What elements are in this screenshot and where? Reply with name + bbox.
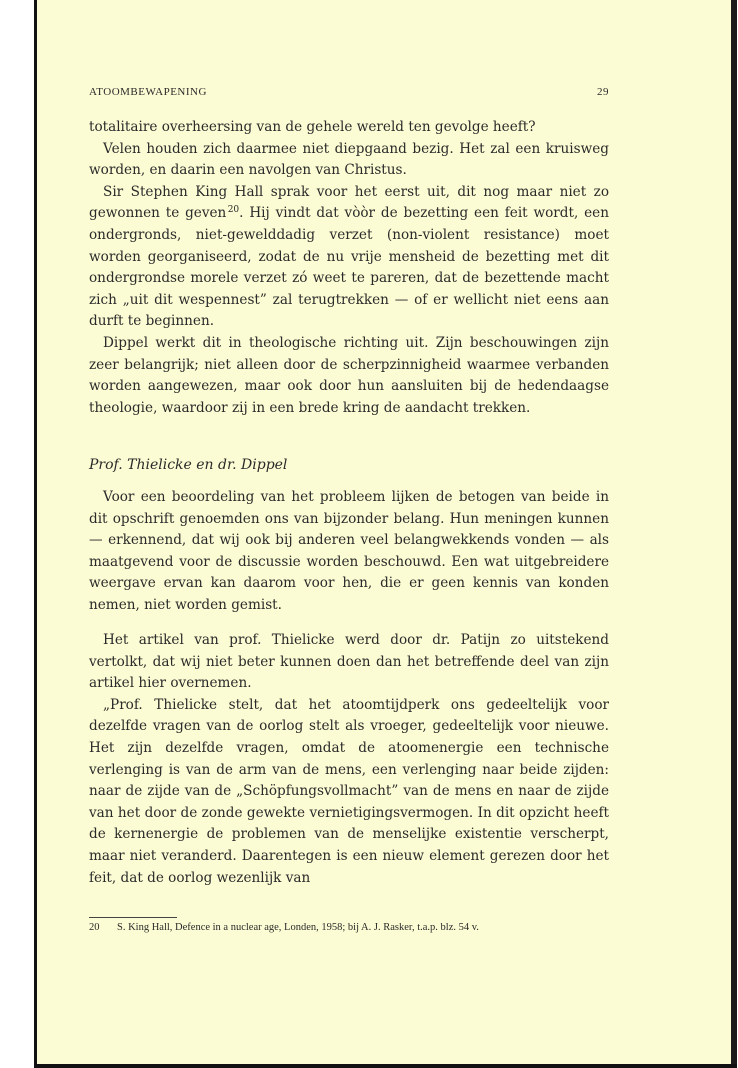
paragraph-text: Sir Stephen King Hall sprak voor het eerst uit, dit nog maar niet zo gewonnen te geven (89, 183, 609, 222)
paragraph-text: . Hij vindt dat vòòr de bezetting een feit wordt, een ondergronds, niet-gewelddadig verzet (non-violent resistance) moet worden georganiseerd, zodat de nu vrije mensheid de bezetting met dit ondergrondse morele verzet zó weet te pareren, dat de bezettende macht zich „uit dit wespennest” zal terugtrekken — of er wellicht niet eens aan durft te beginnen. (89, 205, 609, 330)
section-heading: Prof. Thielicke en dr. Dippel (89, 457, 288, 473)
page-number: 29 (597, 86, 609, 98)
paragraph: totalitaire overheersing van de gehele wereld ten gevolge heeft? (89, 119, 536, 135)
paragraph: Het artikel van prof. Thielicke werd door dr. Patijn zo uitstekend vertolkt, dat wij niet beter kunnen doen dan het betreffende deel van zijn artikel hier overnemen. (89, 632, 609, 692)
scan-border-bottom (34, 1064, 737, 1068)
paragraph: Velen houden zich daarmee niet diepgaand bezig. Het zal een kruisweg worden, en daarin een navolgen van Christus. (89, 140, 609, 179)
paragraph (89, 182, 609, 333)
running-title: ATOOMBEWAPENING (89, 86, 207, 98)
paragraph: Voor een beoordeling van het probleem lijken de betogen van beide in dit opschrift genoemden ons van bijzonder belang. Hun meningen kunnen — erkennend, dat wij ook bij anderen veel belangwekkends vonden — als maatgevend voor de discussie worden beschouwd. Een wat uitgebreidere weergave ervan kan daarom voor hen, die er geen kennis van konden nemen, niet worden gemist. (89, 489, 609, 613)
scan-border-right (731, 0, 737, 1068)
paragraph: „Prof. Thielicke stelt, dat het atoomtijdperk ons gedeeltelijk voor dezelfde vragen van de oorlog stelt als vroeger, gedeeltelijk voor nieuwe. Het zijn dezelfde vragen, omdat de atoomenergie een technische verlenging is van de arm van de mens, een verlenging naar beide zijden: naar de zijde van de „Schöpfungsvollmacht” van de mens en naar de zijde van het door de zonde gewekte vernietigingsvermogen. In dit opzicht heeft de kernenergie de problemen van de menselijke existentie verscherpt, maar niet veranderd. Daarentegen is een nieuw element gerezen door het feit, dat de oorlog wezenlijk van (89, 696, 609, 886)
paragraph: Dippel werkt dit in theologische richting uit. Zijn beschouwingen zijn zeer belangrijk; niet alleen door de scherpzinnigheid waarmee verbanden worden aangewezen, maar ook door hun aansluiten bij de hedendaagse theologie, waardoor zij in een brede kring de aandacht trekken. (89, 334, 609, 416)
body-text-top (89, 117, 609, 419)
running-header (89, 86, 609, 102)
footnote-number: 20 (89, 922, 100, 933)
footnote-text: S. King Hall, Defence in a nuclear age, Londen, 1958; bij A. J. Rasker, t.a.p. blz. 54 v. (117, 922, 479, 933)
footnote-rule (89, 917, 177, 918)
body-text-middle (89, 487, 609, 617)
footnote (89, 920, 609, 935)
body-text-bottom (89, 630, 609, 889)
footnote-reference: 20 (227, 205, 240, 216)
